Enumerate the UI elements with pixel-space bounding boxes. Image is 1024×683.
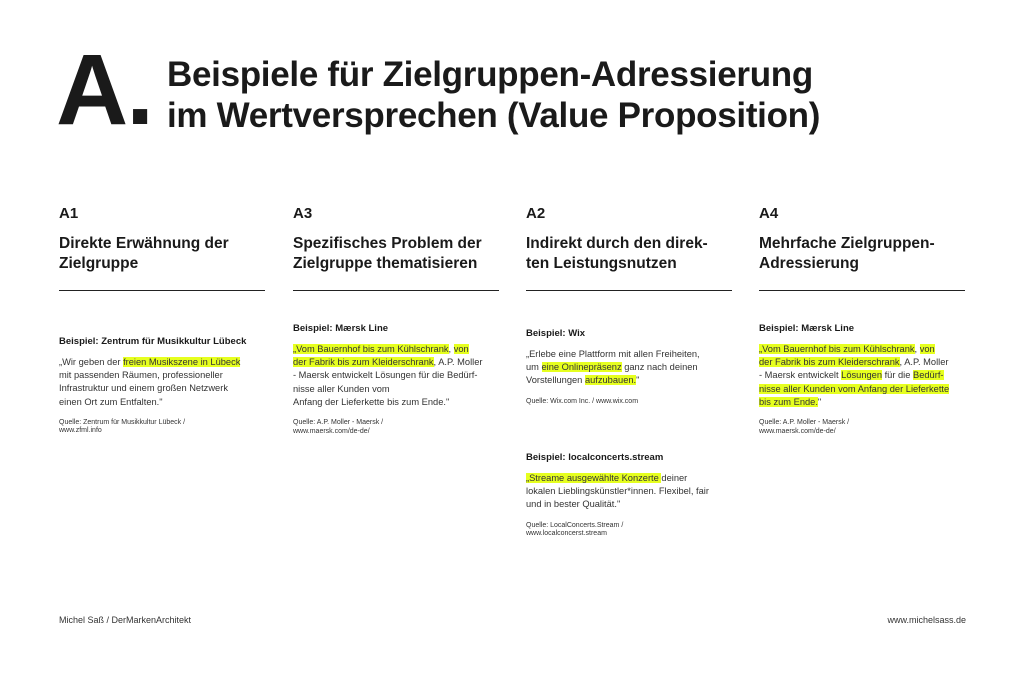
example-quote: [526, 348, 741, 388]
highlighted-text: Lösungen: [841, 370, 882, 381]
quote-text: ,: [448, 344, 454, 354]
highlighted-text: „Vom Bauernhof bis zum Kühlschrank: [293, 344, 449, 354]
quote-line: [759, 343, 974, 356]
example-source: [59, 419, 274, 436]
quote-text: ": [636, 375, 640, 386]
page-title: [167, 54, 820, 136]
column-label: A4: [759, 205, 779, 222]
quote-text: nisse aller Kunden vom: [293, 383, 390, 394]
quote-text: mit passenden Räumen, professioneller: [59, 370, 223, 381]
heading-line: Zielgruppe: [59, 255, 139, 272]
quote-line: [293, 343, 508, 356]
quote-line: [526, 485, 741, 498]
column-heading: [59, 234, 265, 284]
heading-line: Spezifisches Problem der: [293, 235, 482, 252]
quote-text: „Wir geben der: [59, 357, 124, 367]
quote-text: - Maersk entwickelt: [759, 370, 842, 381]
example-quote: [293, 343, 508, 409]
example-title: Beispiel: Zentrum für Musikkultur Lübeck: [59, 336, 247, 347]
title-line: im Wertversprechen (Value Proposition): [167, 96, 821, 135]
quote-text: - Maersk entwickelt Lösungen für die Bedürf-: [293, 370, 478, 381]
quote-text: um: [526, 362, 542, 373]
source-line: www.zfml.info: [59, 427, 102, 435]
example-source: [293, 419, 508, 436]
example-source: [526, 398, 741, 407]
quote-text: lokalen Lieblingskünstler*innen. Flexibel, fair: [526, 486, 709, 497]
quote-line: [59, 396, 274, 409]
quote-text: „Erlebe eine Plattform mit allen Freiheiten,: [526, 349, 700, 359]
column-label: A1: [59, 205, 79, 222]
quote-text: ganz nach deinen: [621, 362, 698, 373]
quote-line: [526, 498, 741, 511]
highlighted-text: der Fabrik bis zum Kleiderschrank: [293, 357, 434, 368]
quote-text: Vorstellungen: [526, 375, 585, 386]
highlighted-text: von: [919, 344, 935, 354]
quote-line: [293, 356, 508, 369]
highlighted-text: von: [453, 344, 469, 354]
highlighted-text: eine Onlinepräsenz: [541, 362, 622, 373]
quote-line: [293, 396, 508, 409]
quote-text: ,: [914, 344, 920, 354]
quote-line: [59, 356, 274, 369]
example-title: Beispiel: Mærsk Line: [759, 323, 855, 334]
highlighted-text: Bedürf-: [913, 370, 944, 381]
source-line: www.localconcerst.stream: [526, 530, 607, 538]
example-card: [526, 328, 741, 406]
example-title: Beispiel: Wix: [526, 328, 586, 339]
heading-line: Adressierung: [759, 255, 859, 272]
quote-text: , A.P. Moller: [433, 357, 483, 368]
quote-text: Infrastruktur und einem großen Netzwerk: [59, 383, 228, 394]
quote-line: [59, 369, 274, 382]
quote-line: [759, 396, 974, 409]
source-line: Quelle: LocalConcerts.Stream /: [526, 521, 624, 529]
title-line: Beispiele für Zielgruppen-Adressierung: [167, 55, 813, 94]
column-heading: [526, 234, 732, 284]
quote-text: , A.P. Moller: [899, 357, 949, 368]
heading-line: Zielgruppe thematisieren: [293, 255, 478, 272]
highlighted-text: aufzubauen.: [584, 375, 637, 386]
quote-line: [759, 383, 974, 396]
heading-line: ten Leistungsnutzen: [526, 255, 677, 272]
example-quote: [759, 343, 974, 409]
source-line: www.maersk.com/de-de/: [759, 427, 836, 435]
example-title: Beispiel: localconcerts.stream: [526, 452, 664, 463]
quote-line: [526, 472, 741, 485]
source-line: www.maersk.com/de-de/: [293, 427, 370, 435]
quote-line: [526, 374, 741, 387]
column-a4: [759, 205, 965, 291]
column-a1: [59, 205, 265, 291]
highlighted-text: freien Musikszene in Lübeck: [123, 357, 241, 367]
example-quote: [526, 472, 741, 512]
column-label: A2: [526, 205, 546, 222]
quote-line: [293, 383, 508, 396]
highlighted-text: „Streame ausgewählte Konzerte: [526, 473, 662, 483]
source-line: Quelle: A.P. Moller - Maersk /: [759, 419, 850, 427]
highlighted-text: der Fabrik bis zum Kleiderschrank: [759, 357, 900, 368]
column-a2: [526, 205, 732, 291]
quote-line: [759, 369, 974, 382]
example-card: [526, 452, 741, 539]
footer-website[interactable]: www.michelsass.de: [887, 615, 966, 625]
example-card: [59, 336, 274, 436]
highlighted-text: „Vom Bauernhof bis zum Kühlschrank: [759, 344, 915, 354]
heading-line: Indirekt durch den direk-: [526, 235, 708, 252]
divider: [59, 290, 265, 291]
heading-line: Mehrfache Zielgruppen-: [759, 235, 935, 252]
column-a3: [293, 205, 499, 291]
quote-text: deiner: [661, 473, 688, 483]
quote-text: einen Ort zum Entfalten.": [59, 396, 163, 407]
example-quote: [59, 356, 274, 409]
quote-line: [293, 369, 508, 382]
column-heading: [293, 234, 499, 284]
source-line: Quelle: Zentrum für Musikkultur Lübeck /: [59, 418, 186, 426]
column-label: A3: [293, 205, 313, 222]
quote-line: [526, 348, 741, 361]
quote-text: ": [817, 396, 822, 407]
heading-line: Direkte Erwähnung der: [59, 235, 229, 252]
section-letter: A.: [56, 34, 152, 146]
divider: [526, 290, 732, 291]
quote-line: [59, 382, 274, 395]
quote-text: Anfang der Lieferkette bis zum Ende.": [293, 396, 450, 407]
source-line: Quelle: Wix.com Inc. / www.wix.com: [526, 397, 639, 405]
quote-text: für die: [882, 370, 914, 381]
quote-line: [526, 361, 741, 374]
source-line: Quelle: A.P. Moller - Maersk /: [293, 419, 384, 427]
highlighted-text: nisse aller Kunden vom Anfang der Lieferkette: [759, 383, 950, 394]
quote-line: [759, 356, 974, 369]
example-source: [759, 419, 974, 436]
quote-text: und in bester Qualität.": [526, 499, 621, 510]
highlighted-text: bis zum Ende.: [759, 396, 818, 407]
column-heading: [759, 234, 965, 284]
example-title: Beispiel: Mærsk Line: [293, 323, 389, 334]
divider: [759, 290, 965, 291]
example-card: [293, 323, 508, 436]
divider: [293, 290, 499, 291]
example-source: [526, 522, 741, 539]
example-card: [759, 323, 974, 436]
footer-author: Michel Saß / DerMarkenArchitekt: [59, 615, 192, 625]
